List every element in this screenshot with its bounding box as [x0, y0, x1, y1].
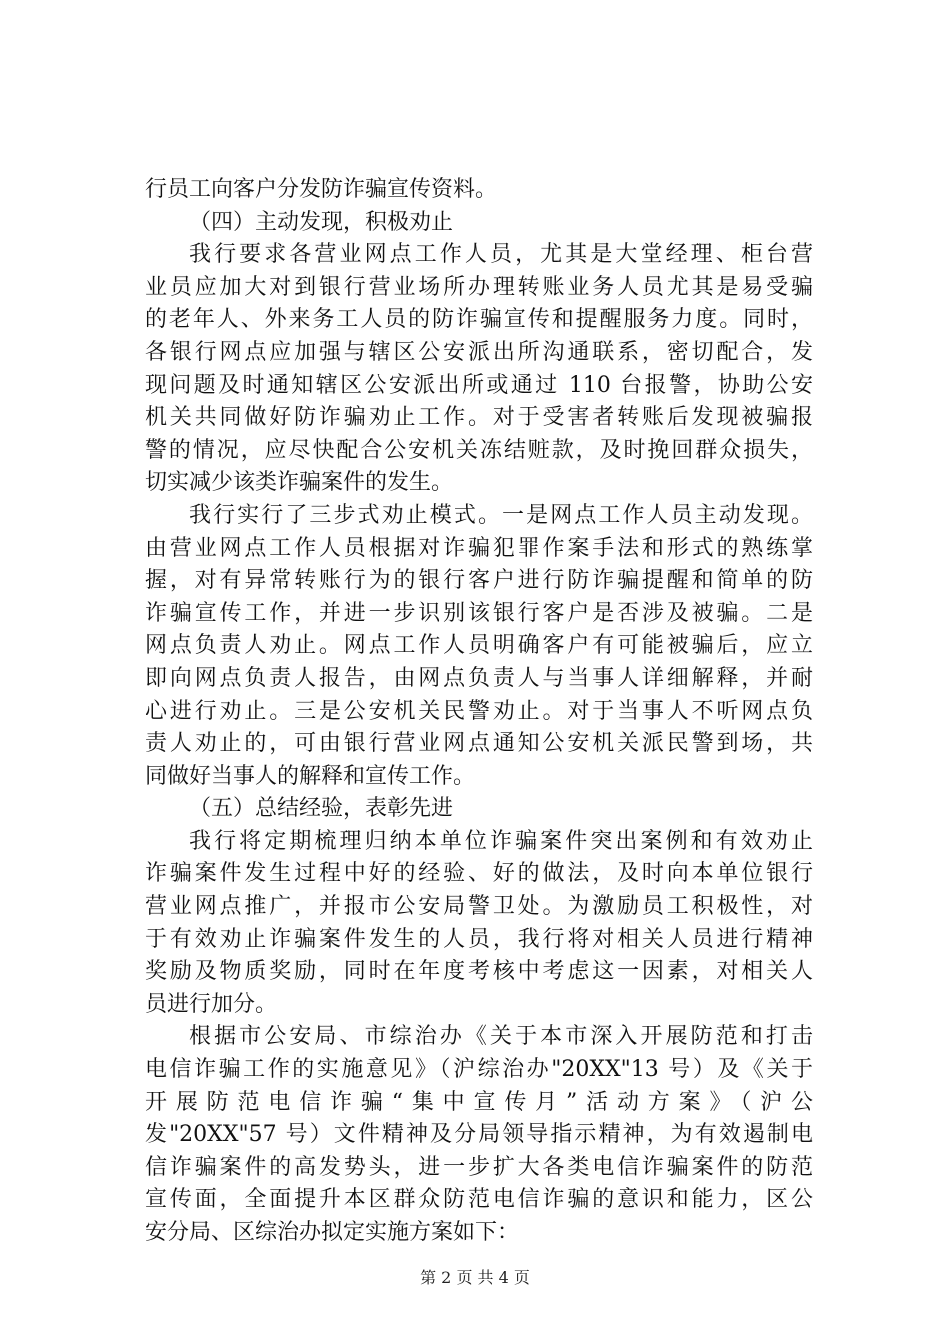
- text-line: 诈骗宣传工作，并进一步识别该银行客户是否涉及被骗。二是: [145, 600, 813, 626]
- text-line: 电信诈骗工作的实施意见》（沪综治办"20XX"13 号）及《关于: [145, 1057, 813, 1083]
- text-line: 由营业网点工作人员根据对诈骗犯罪作案手法和形式的熟练掌: [145, 535, 813, 561]
- text-line: 安分局、区综治办拟定实施方案如下：: [145, 1220, 520, 1245]
- section-heading: （四）主动发现，积极劝止: [189, 209, 454, 235]
- text-line: 业员应加大对到银行营业场所办理转账业务人员尤其是易受骗: [145, 274, 813, 300]
- text-line: 各银行网点应加强与辖区公安派出所沟通联系，密切配合，发: [145, 339, 813, 365]
- text-line: 发"20XX"57 号）文件精神及分局领导指示精神，为有效遏制电: [145, 1122, 813, 1148]
- text-line: 现问题及时通知辖区公安派出所或通过 110 台报警，协助公安: [145, 372, 813, 398]
- text-line: 同做好当事人的解释和宣传工作。: [145, 763, 476, 789]
- text-line: 即向网点负责人报告，由网点负责人与当事人详细解释，并耐: [145, 665, 813, 691]
- text-line: 根据市公安局、市综治办《关于本市深入开展防范和打击: [189, 1024, 813, 1050]
- text-line: 警的情况，应尽快配合公安机关冻结赃款，及时挽回群众损失，: [145, 437, 813, 463]
- text-line: 员进行加分。: [145, 991, 278, 1017]
- text-line: 行员工向客户分发防诈骗宣传资料。: [145, 177, 498, 202]
- text-line: 于有效劝止诈骗案件发生的人员，我行将对相关人员进行精神: [145, 926, 813, 952]
- text-line: 网点负责人劝止。网点工作人员明确客户有可能被骗后，应立: [145, 633, 813, 659]
- text-line: 机关共同做好防诈骗劝止工作。对于受害者转账后发现被骗报: [145, 405, 813, 431]
- text-line: 奖励及物质奖励，同时在年度考核中考虑这一因素，对相关人: [145, 959, 813, 985]
- text-line: 信诈骗案件的高发势头，进一步扩大各类电信诈骗案件的防范: [145, 1154, 813, 1180]
- text-line: 我行要求各营业网点工作人员，尤其是大堂经理、柜台营: [189, 242, 813, 268]
- text-line: 握，对有异常转账行为的银行客户进行防诈骗提醒和简单的防: [145, 568, 813, 594]
- section-heading: （五）总结经验，表彰先进: [189, 796, 454, 822]
- text-line: 心进行劝止。三是公安机关民警劝止。对于当事人不听网点负: [145, 698, 813, 724]
- text-line: 切实减少该类诈骗案件的发生。: [145, 470, 454, 496]
- text-line: 责人劝止的，可由银行营业网点通知公安机关派民警到场，共: [145, 731, 813, 757]
- text-line: 我行将定期梳理归纳本单位诈骗案件突出案例和有效劝止: [189, 828, 813, 854]
- text-line: 开展防范电信诈骗“集中宣传月”活动方案》（沪公: [145, 1089, 813, 1115]
- document-body: [145, 174, 813, 1250]
- text-line: 营业网点推广，并报市公安局警卫处。为激励员工积极性，对: [145, 894, 813, 920]
- text-line: 诈骗案件发生过程中好的经验、好的做法，及时向本单位银行: [145, 861, 813, 887]
- page-number-footer: 第 2 页 共 4 页: [420, 1268, 530, 1287]
- text-line: 的老年人、外来务工人员的防诈骗宣传和提醒服务力度。同时，: [145, 307, 813, 333]
- text-line: 我行实行了三步式劝止模式。一是网点工作人员主动发现。: [189, 502, 813, 528]
- text-line: 宣传面，全面提升本区群众防范电信诈骗的意识和能力，区公: [145, 1187, 813, 1213]
